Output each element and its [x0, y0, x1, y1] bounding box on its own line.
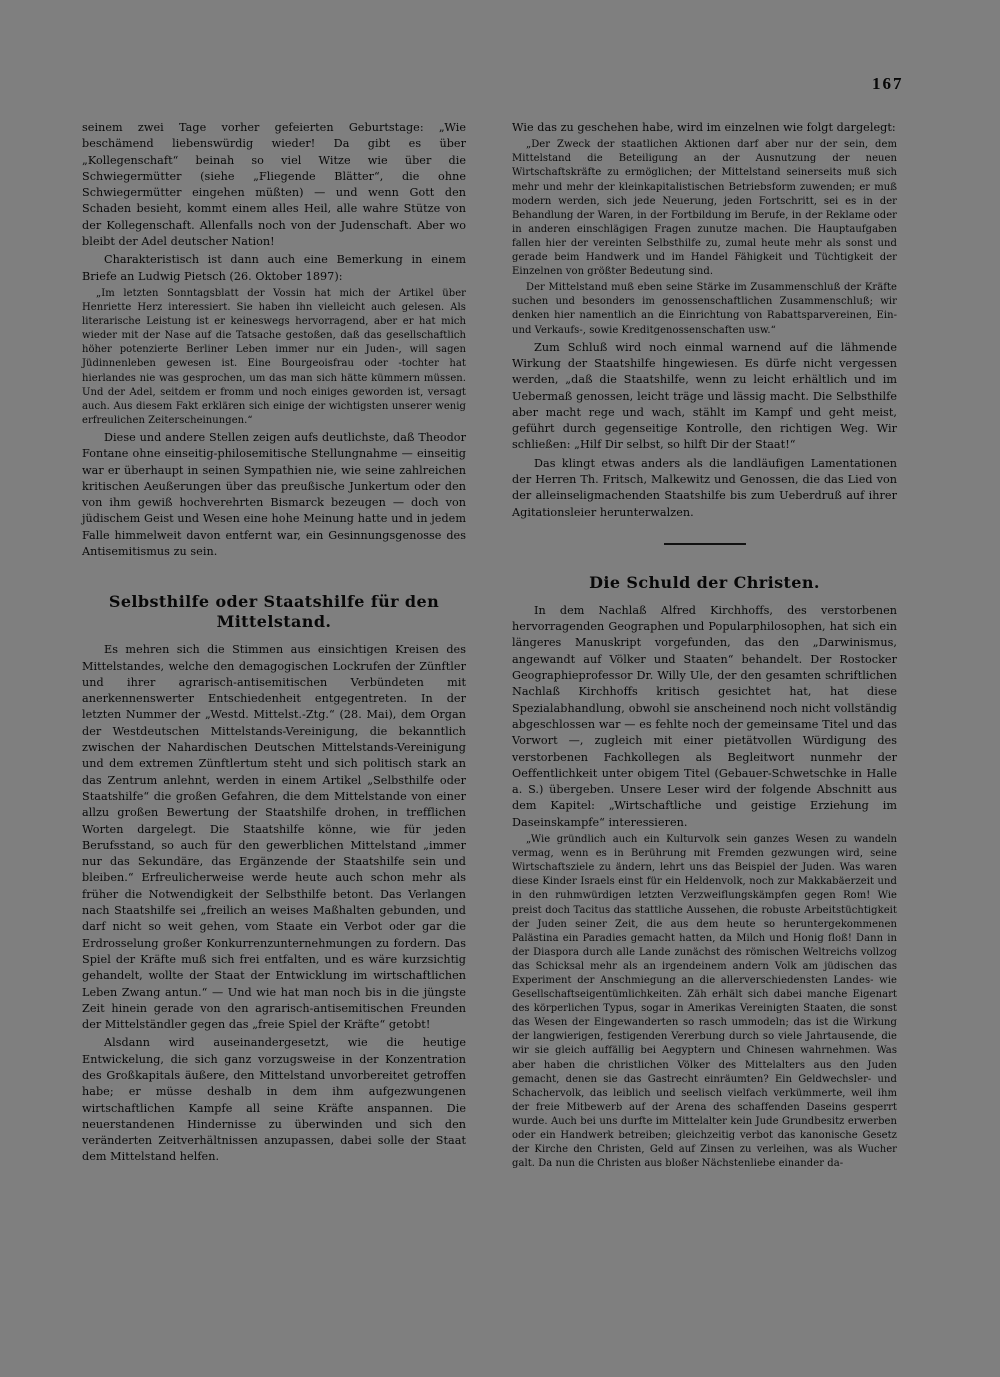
paragraph: Charakteristisch ist dann auch eine Bemerkung in einem Briefe an Ludwig Pietsch (26. Oktober 1897):: [82, 253, 466, 283]
paragraph: Diese und andere Stellen zeigen aufs deutlichste, daß Theodor Fontane ohne einseitig-philosemitische Stellungnahme — einseitig war er überhaupt in seinen Sympathien nie, wie seine zahlreichen kritischen Aeußerungen über das preußische Junkertum oder den von ihm gewiß hochverehrten Bismarck bezeugen — doch von jüdischem Geist und Wesen eine hohe Meinung hatte und in jedem Falle himmelweit davon entfernt war, ein Gesinnungsgenosse des Antisemitismus zu sein.: [82, 430, 466, 558]
block-quote: „Im letzten Sonntagsblatt der Vossin hat mich der Artikel über Henriette Herz interessiert. Sie haben ihn vielleicht auch gelesen. Als literarische Leistung ist er keineswegs hervorragend, aber er hat mich wieder mit der Nase auf die Tatsache gestoßen, daß das gesellschaftlich höher potenzierte Berliner Leben immer nur ein Juden-, will sagen Jüdinnenleben gewesen ist. Eine Bourgeoisfrau oder -tochter hat hierlandes nie was gesprochen, um das man sich hätte kümmern müssen. Und der Adel, seitdem er fromm und noch einiges geworden ist, versagt auch. Aus diesem Fakt erklären sich einige der wichtigsten unserer wenig erfreulichen Zeiterscheinungen.“: [82, 287, 466, 426]
spacer: [82, 572, 466, 582]
paragraph: Das klingt etwas anders als die landläufigen Lamentationen der Herren Th. Fritsch, Malkewitz und Genossen, die das Lied von der alleinseligmachenden Staatshilfe bis zum Ueberdruß auf ihrer Agitationsleier herunterwalzen.: [512, 456, 897, 519]
spacer: [82, 562, 466, 572]
block-quote: „Der Zweck der staatlichen Aktionen darf aber nur der sein, dem Mittelstand die Beteiligung an der Ausnutzung der neuen Wirtschaftskräfte zu ermöglichen; der Mittelstand seinerseits muß sich mehr und mehr der kleinkapitalistischen Betriebsform zuwenden; er muß modern werden, sich jede Neuerung, jeden Fortschritt, sei es in der Behandlung der Waren, in der Fortbildung im Berufe, in der Reklame oder in anderen einschlägigen Fragen zunutze machen. Die Hauptaufgaben fallen hier der vereinten Selbsthilfe zu, zumal heute mehr als sonst und gerade beim Handwerk und im Handel Fähigkeit und Tüchtigkeit der Einzelnen von größter Bedeutung sind.: [512, 139, 897, 278]
left-column: [82, 120, 466, 1168]
block-quote: Der Mittelstand muß eben seine Stärke im Zusammenschluß der Kräfte suchen und besonders im genossenschaftlichen Zusammenschluß; wir denken hier namentlich an die Einrichtung von Rabattsparvereinen, Ein- und Verkaufs-, sowie Kreditgenossenschaften usw.“: [512, 282, 897, 336]
spacer: [82, 582, 466, 592]
paragraph: Wie das zu geschehen habe, wird im einzelnen wie folgt dargelegt:: [512, 121, 896, 134]
paragraph: seinem zwei Tage vorher gefeierten Geburtstage: „Wie beschämend liebenswürdig wieder! Da gibt es über „Kollegenschaft“ beinah so viel Witze wie über die Schwiegermütter (siehe „Fliegende Blätter“, die ohne Schwiegermütter eingehen müßten) — und wenn Gott den Schaden besieht, kommt einem alles Heil, alle wahre Stütze von der Kollegenschaft. Allenfalls noch von der Judenschaft. Aber wo bleibt der Adel deutscher Nation!: [82, 121, 466, 249]
paragraph: In dem Nachlaß Alfred Kirchhoffs, des verstorbenen hervorragenden Geographen und Popularphilosophen, hat sich ein längeres Manuskript vorgefunden, das den „Darwinismus, angewandt auf Völker und Staaten“ behandelt. Der Rostocker Geographieprofessor Dr. Willy Ule, der den gesamten schriftlichen Nachlaß Kirchhoffs kritisch gesichtet hat, hat diese Spezialabhandlung, obwohl sie anscheinend noch nicht vollständig abgeschlossen war — es fehlte noch der gemeinsame Titel und das Vorwort —, zugleich mit einer pietätvollen Würdigung des verstorbenen Fachkollegen als Begleitwort nunmehr der Oeffentlichkeit unter obigem Titel (Gebauer-Schwetschke in Halle a. S.) übergeben. Unsere Leser wird der folgende Abschnitt aus dem Kapitel: „Wirtschaftliche und geistige Erziehung im Daseinskampfe“ interessieren.: [512, 603, 897, 829]
section-divider: [664, 543, 746, 545]
paragraph: Zum Schluß wird noch einmal warnend auf die lähmende Wirkung der Staatshilfe hingewiesen. Es dürfe nicht vergessen werden, „daß die Staatshilfe, wenn zu leicht erhältlich und im Uebermaß genossen, leicht träge und lässig macht. Die Selbsthilfe aber macht rege und wach, stählt im Kampf und geht meist, geführt durch gegenseitige Kontrolle, den richtigen Weg. Wir schließen: „Hilf Dir selbst, so hilft Dir der Staat!“: [512, 340, 897, 452]
article-heading: Selbsthilfe oder Staatshilfe für den Mittelstand.: [108, 592, 440, 632]
page-number: 167: [872, 74, 904, 93]
block-quote: „Wie gründlich auch ein Kulturvolk sein ganzes Wesen zu wandeln vermag, wenn es in Berührung mit Fremden gezwungen wird, seine Wirtschaftsziele zu ändern, lehrt uns das Beispiel der Juden. Was waren diese Kinder Israels einst für ein Heldenvolk, noch zur Makkabäerzeit und in den ruhmwürdigen letzten Verzweiflungskämpfen gegen Rom! Wie preist doch Tacitus das stattliche Aussehen, die robuste Arbeitstüchtigkeit der Juden seiner Zeit, die aus dem heute so heruntergekommenen Palästina ein Paradies gemacht hatten, da Milch und Honig floß! Dann in der Diaspora durch alle Lande zunächst des römischen Weltreichs vollzog das Schicksal mehr als an irgendeinem andern Volk am jüdischen das Experiment der Anschmiegung an die allerverschiedensten Landes- wie Gesellschaftseigentümlichkeiten. Zäh erhält sich dabei manche Eigenart des körperlichen Typus, sogar in Amerikas Vereinigten Staaten, die sonst das Wesen der Eingewanderten so rasch ummodeln; das ist die Wirkung der langwierigen, festigenden Vererbung durch so viele Jahrtausende, die wir sie gleich auffällig bei Aegyptern und Chinesen wahrnehmen. Was aber haben die christlichen Völker des Mittelalters aus den Juden gemacht, denen sie das Gastrecht einräumten? Ein Geldwechsler- und Schachervolk, das leiblich und seelisch vielfach verkümmerte, weil ihm der freie Mitbewerb auf der Arena des schaffenden Daseins gesperrt wurde. Auch bei uns durfte im Mittelalter kein Jude Grundbesitz erwerben oder ein Handwerk betreiben; gleichzeitig verbot das kanonische Gesetz der Kirche den Christen, Geld auf Zinsen zu verleihen, was als Wucher galt. Da nun die Christen aus bloßer Nächstenliebe einander da-: [512, 834, 897, 1170]
paragraph: Alsdann wird auseinandergesetzt, wie die heutige Entwickelung, die sich ganz vorzugsweise in der Konzentration des Großkapitals äußere, den Mittelstand unvorbereitet getroffen habe; er müsse deshalb in dem ihm aufgezwungenen wirtschaftlichen Kampfe all seine Kräfte anspannen. Die neuerstandenen Hindernisse zu überwinden und sich den veränderten Zeitverhältnissen anzupassen, dabei solle der Staat dem Mittelstand helfen.: [82, 1036, 466, 1164]
article-heading: Die Schuld der Christen.: [589, 572, 820, 592]
right-column: [512, 120, 897, 1173]
paragraph: Es mehren sich die Stimmen aus einsichtigen Kreisen des Mittelstandes, welche den demagogischen Lockrufen der Zünftler und ihrer agrarisch-antisemitischen Verbündeten mit anerkennenswerter Entschiedenheit entgegentreten. In der letzten Nummer der „Westd. Mittelst.-Ztg.“ (28. Mai), dem Organ der Westdeutschen Mittelstands-Vereinigung, die bekanntlich zwischen der Nahardischen Deutschen Mittelstands-Vereinigung und dem extremen Zünftlertum steht und sich politisch stark an das Zentrum anlehnt, werden in einem Artikel „Selbsthilfe oder Staatshilfe“ die großen Gefahren, die dem Mittelstande von einer allzu großen Bewertung der Staatshilfe drohen, in trefflichen Worten dargelegt. Die Staatshilfe könne, wie für jeden Berufsstand, so auch für den gewerblichen Mittelstand „immer nur das Sekundäre, das Ergänzende der Staatshilfe sein und bleiben.“ Erfreulicherweise werde heute auch schon mehr als früher die Notwendigkeit der Selbsthilfe betont. Das Verlangen nach Staatshilfe sei „freilich an weises Maßhalten gebunden, und darf nicht so weit gehen, vom Staate ein Verbot oder gar die Erdrosselung großer Konkurrenzunternehmungen zu fordern. Das Spiel der Kräfte muß sich frei entfalten, und es wäre kurzsichtig gehandelt, wollte der Staat der Entwicklung im wirtschaftlichen Leben Zwang antun.“ — Und wie hat man noch bis in die jüngste Zeit hinein gerade von den agrarisch-antisemitischen Freunden der Mittelständler gegen das „freie Spiel der Kräfte“ getobt!: [82, 643, 466, 1032]
